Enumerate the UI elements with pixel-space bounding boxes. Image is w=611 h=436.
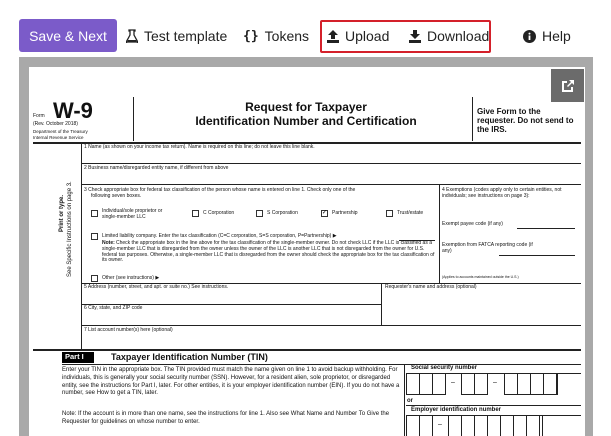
applies-note: (Applies to accounts maintained outside the U.S.) (442, 275, 519, 279)
external-link-icon (560, 78, 576, 94)
partnership-checkbox[interactable]: ✓ (322, 210, 328, 216)
side-print-type: Print or type. (59, 194, 65, 232)
llc-label: Limited liability company. Enter the tax classification (C=C corporation, S=S corporation, P=Partnership) ▶ (102, 233, 337, 239)
llc-checkbox[interactable] (91, 233, 98, 240)
form-title-1: Request for Taxpayer (245, 100, 367, 114)
line6-label: 6 City, state, and ZIP code (84, 305, 143, 311)
individual-label: Individual/sole proprietor or (102, 208, 163, 214)
braces-icon: {} (243, 28, 259, 44)
form-revision: (Rev. October 2018) (33, 121, 78, 127)
exemptions-label: 4 Exemptions (codes apply only to certain entities, not individuals; see instructions on page 3): (442, 187, 562, 199)
help-button[interactable] (523, 22, 571, 50)
individual-checkbox[interactable] (91, 210, 98, 217)
scorp-label: S Corporation (267, 210, 298, 216)
document-viewer[interactable] (19, 57, 593, 436)
fatca-label: Exemption from FATCA reporting code (if any) (442, 242, 533, 254)
note-label: Note: (102, 240, 115, 246)
partnership-label: Partnership (332, 210, 358, 216)
ein-dash: – (438, 421, 442, 428)
individual-label-2: single-member LLC (102, 214, 146, 220)
or-label: or (407, 398, 413, 404)
ssn-dash-1: – (451, 379, 455, 386)
line5-label: 5 Address (number, street, and apt. or suite no.) See instructions. (84, 284, 229, 290)
download-button[interactable] (409, 22, 489, 50)
side-instructions: See Specific Instructions on page 3. (67, 181, 73, 277)
help-label: Help (542, 28, 571, 44)
form-department: Department of the Treasury (33, 129, 88, 134)
test-template-button[interactable] (126, 22, 227, 50)
other-label: Other (see instructions) ▶ (102, 275, 160, 281)
part1-title: Taxpayer Identification Number (TIN) (111, 352, 268, 362)
download-label: Download (427, 28, 490, 44)
form-irs: Internal Revenue Service (33, 135, 84, 140)
part1-label: Part I (62, 352, 94, 363)
open-external-button[interactable] (551, 69, 584, 102)
trust-checkbox[interactable] (386, 210, 393, 217)
flask-icon (126, 29, 138, 43)
ssn-boxes[interactable] (406, 373, 581, 395)
trust-label: Trust/estate (397, 210, 424, 216)
give-form-note: Give Form to the requester. Do not send to the IRS. (477, 107, 574, 135)
info-icon (523, 30, 536, 43)
exempt-payee-label: Exempt payee code (if any) (442, 221, 503, 227)
form-label: Form (33, 113, 45, 119)
ssn-label: Social security number (411, 365, 478, 371)
upload-button[interactable] (327, 22, 389, 50)
ein-label: Employer identification number (411, 407, 502, 413)
pdf-page (29, 67, 585, 436)
line7-label: 7 List account number(s) here (optional) (84, 327, 173, 333)
upload-label: Upload (345, 28, 390, 44)
tokens-label: Tokens (264, 28, 310, 44)
line1-label: 1 Name (as shown on your income tax return). Name is required on this line; do not leave this line blank. (84, 144, 315, 150)
line3-label: 3 Check appropriate box for federal tax classification of the person whose name is entered on line 1. Check only one of the (84, 187, 356, 193)
ein-boxes[interactable] (406, 415, 581, 436)
line2-label: 2 Business name/disregarded entity name, if different from above (84, 165, 229, 171)
ccorp-label: C Corporation (203, 210, 235, 216)
download-icon (409, 30, 421, 43)
requester-label: Requester's name and address (optional) (385, 284, 477, 290)
line3-label-2: following seven boxes. (91, 193, 142, 199)
ssn-dash-2: – (493, 379, 497, 386)
form-number: W-9 (53, 98, 93, 123)
test-template-label: Test template (144, 28, 228, 44)
upload-icon (327, 30, 339, 43)
save-next-button[interactable]: Save & Next (19, 19, 117, 52)
other-checkbox[interactable] (91, 275, 98, 282)
ccorp-checkbox[interactable] (192, 210, 199, 217)
toolbar (0, 0, 611, 58)
scorp-checkbox[interactable] (256, 210, 263, 217)
note-text: Check the appropriate box in the line above for the tax classification of the single-member owner. Do not check LLC if the LLC is classified as a single-member LLC that is disregarded from the owner unless the owner of the LLC is another LLC that is not disregarded from the owner for U.S. federal tax purposes. Otherwise, a single-member LLC that is disregarded from the owner should check the appropriate box for the tax classification of its owner. (102, 240, 435, 264)
tin-instructions: Enter your TIN in the appropriate box. The TIN provided must match the name given on line 1 to avoid backup withholding. For individuals, this is generally your social security number (SSN). However, for a resident alien, sole proprietor, or disregarded entity, see the instructions for Part I, later. For other entities, it is your employer identification number (EIN). If you do not have a number, see How to get a TIN, later. (62, 367, 400, 397)
tokens-button[interactable] (243, 22, 309, 50)
tin-note: Note: If the account is in more than one name, see the instructions for line 1. Also see What Name and Number To Give the Requester for guidelines on whose number to enter. (62, 411, 390, 425)
form-title-2: Identification Number and Certification (195, 114, 417, 128)
